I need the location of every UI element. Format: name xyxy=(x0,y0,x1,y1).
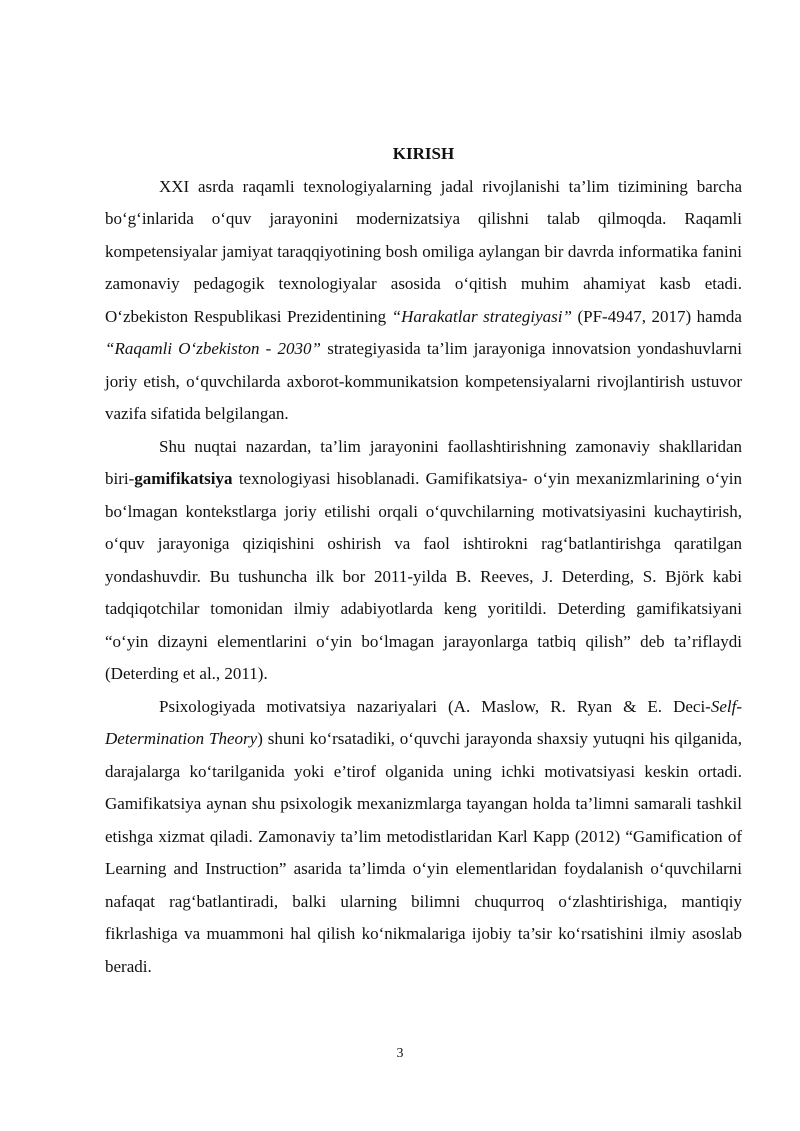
paragraph-1 xyxy=(105,171,742,431)
paragraph-3 xyxy=(105,691,742,984)
paragraph-3-italic-theory: Self-Determination Theory xyxy=(105,696,742,748)
paragraph-3-text-a: Psixologiyada motivatsiya nazariyalari (A. Maslow, R. Ryan & E. Deci- xyxy=(159,696,711,716)
page-number: 3 xyxy=(396,1046,404,1061)
paragraph-2-text-a: Shu nuqtai nazardan, ta’lim jarayonini faollashtirishning zamonaviy shakllaridan biri- xyxy=(105,436,742,488)
paragraph-2-bold-term: gamifikatsiya xyxy=(134,469,233,488)
paragraph-1-italic-digital-uzbekistan: “Raqamli O‘zbekiston - 2030” xyxy=(105,339,321,358)
paragraph-2-text-c: texnologiyasi hisoblanadi. Gamifikatsiya- o‘yin mexanizmlarining o‘yin bo‘lmagan kontekstlarga joriy etilishi orqali o‘quvchilarning motivatsiyasini kuchaytirish, o‘quv jarayoniga qiziqishini oshirish va faol ishtirokni rag‘batlantirishga qaratilgan yondashuvdir. Bu tushuncha ilk bor 2011-yilda B. Reeves, J. Deterding, S. Björk kabi tadqiqotchilar tomonidan ilmiy adabiyotlarda keng yoritildi. Deterding gamifikatsiyani “o‘yin dizayni elementlarini o‘yin bo‘lmagan jarayonlarga tatbiq qilish” deb ta’riflaydi (Deterding et al., 2011). xyxy=(105,469,742,683)
paragraph-2 xyxy=(105,431,742,691)
paragraph-1-text-c: (PF-4947, 2017) hamda xyxy=(571,306,742,326)
page-content xyxy=(105,138,742,983)
paragraph-1-text-a: XXI asrda raqamli texnologiyalarning jadal rivojlanishi ta’lim tizimining barcha bo‘g‘inlarida o‘quv jarayonini modernizatsiya qilishni talab qilmoqda. Raqamli kompetensiyalar jamiyat taraqqiyotining bosh omiliga aylangan bir davrda informatika fanini zamonaviy pedagogik texnologiyalar asosida o‘qitish muhim ahamiyat kasb etadi. O‘zbekiston Respublikasi Prezidentining xyxy=(105,176,742,326)
paragraph-1-text-e: strategiyasida ta’lim jarayoniga innovatsion yondashuvlarni joriy etish, o‘quvchilarda axborot-kommunikatsion kompetensiyalarni rivojlantirish ustuvor vazifa sifatida belgilangan. xyxy=(105,339,742,423)
section-heading: KIRISH xyxy=(392,144,455,163)
paragraph-3-text-c: ) shuni ko‘rsatadiki, o‘quvchi jarayonda shaxsiy yutuqni his qilganida, darajalarga ko‘tarilganida yoki e’tirof olganida uning ichki motivatsiyasi keskin ortadi. Gamifikatsiya aynan shu psixologik mexanizmlarga tayangan holda ta’limni samarali tashkil etishga xizmat qiladi. Zamonaviy ta’lim metodistlaridan Karl Kapp (2012) “Gamification of Learning and Instruction” asarida ta’limda o‘yin elementlaridan foydalanish o‘quvchilarni nafaqat rag‘batlantiradi, balki ularning bilimni chuqurroq o‘zlashtirishiga, mantiqiy fikrlashiga va muammoni hal qilish ko‘nikmalariga ijobiy ta’sir ko‘rsatishini ilmiy asoslab beradi. xyxy=(105,729,742,976)
paragraph-1-italic-strategy: “Harakatlar strategiyasi” xyxy=(391,306,572,326)
